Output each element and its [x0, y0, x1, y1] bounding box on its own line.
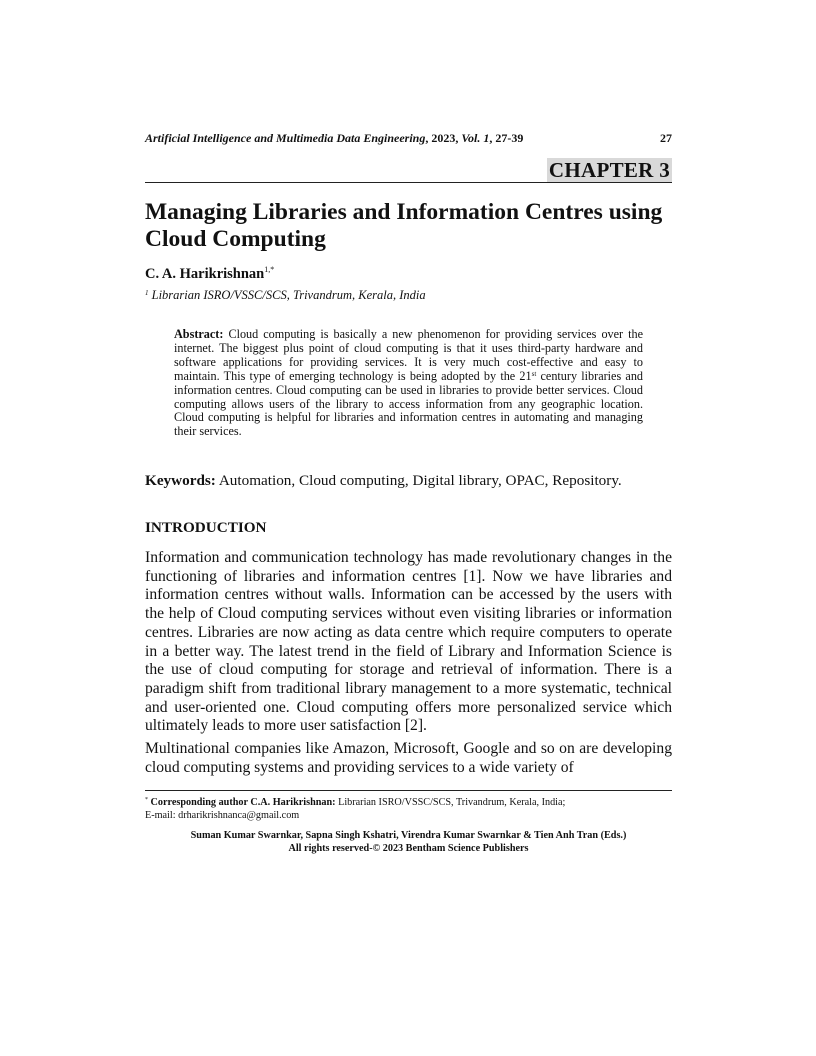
footnote [145, 794, 672, 822]
affiliation-text: Librarian ISRO/VSSC/SCS, Trivandrum, Kerala, India [151, 288, 426, 302]
footnote-mark: * [145, 797, 148, 803]
publisher-editors: Suman Kumar Swarnkar, Sapna Singh Kshatri, Virendra Kumar Swarnkar & Tien Anh Tran (Eds.) [190, 830, 627, 841]
intro-paragraph: Multinational companies like Amazon, Microsoft, Google and so on are developing cloud computing systems and providing services to a wide variety of [145, 740, 672, 776]
keywords [145, 472, 622, 490]
affiliation-mark: 1 [145, 289, 149, 297]
chapter-title: Managing Libraries and Information Centres using Cloud Computing [145, 199, 663, 252]
running-header: Artificial Intelligence and Multimedia Data Engineering, 2023, Vol. 1, 27-39 27 [145, 131, 672, 145]
keywords-label: Keywords: [145, 472, 216, 489]
footnote-rule [145, 790, 672, 791]
footnote-label: Corresponding author C.A. Harikrishnan: [150, 797, 336, 808]
abstract [174, 328, 643, 439]
chapter-rule [145, 182, 672, 183]
journal-pages: 27-39 [495, 131, 524, 145]
footnote-text: Librarian ISRO/VSSC/SCS, Trivandrum, Kerala, India; [338, 797, 566, 808]
publisher-info [145, 830, 672, 855]
publisher-rights: All rights reserved-© 2023 Bentham Science Publishers [288, 842, 529, 854]
abstract-label: Abstract: [174, 327, 224, 341]
page-number: 27 [660, 131, 672, 145]
journal-volume: Vol. 1 [461, 131, 490, 145]
abstract-text-before: Cloud computing is basically a new phenomenon for providing services over the internet. The biggest plus point of cloud computing is that it uses third-party hardware and software applications for providing services. It is very much cost-effective and easy to maintain. This type of emerging technology is being adopted by the 21 [174, 327, 643, 383]
journal-year: 2023, [431, 131, 459, 145]
footnote-email: E-mail: drharikrishnanca@gmail.com [145, 809, 300, 821]
affiliation [145, 286, 426, 303]
keywords-text: Automation, Cloud computing, Digital library, OPAC, Repository. [218, 472, 622, 489]
author-marks: 1,* [264, 265, 275, 274]
abstract-text-after: century libraries and information centres. Cloud computing can be used in libraries to provide better services. Cloud computing allows users of the library to access information from any geographic location. Cloud computing is helpful for libraries and information centres in automating and managing their services. [174, 368, 644, 439]
abstract-superscript: st [531, 369, 537, 378]
author-name: C. A. Harikrishnan [145, 266, 265, 282]
chapter-label: CHAPTER 3 [548, 158, 670, 182]
author-line [145, 261, 274, 283]
journal-name: Artificial Intelligence and Multimedia Data Engineering [145, 131, 426, 145]
section-heading-introduction: INTRODUCTION [145, 519, 267, 536]
intro-paragraph: Information and communication technology has made revolutionary changes in the functioning of libraries and information centres [1]. Now we have libraries and information centres without walls. Information can be accessed by the users with the help of Cloud computing services without even visiting libraries or information centres. Libraries are now acting as data centre which require computers to operate in a better way. The latest trend in the field of Library and Information Science is the use of cloud computing for storage and retrieval of information. There is a paradigm shift from traditional library management to a more systematic, technical and user-oriented one. Cloud computing offers more personalized service which ultimately leads to more user satisfaction [2]. [145, 549, 672, 735]
